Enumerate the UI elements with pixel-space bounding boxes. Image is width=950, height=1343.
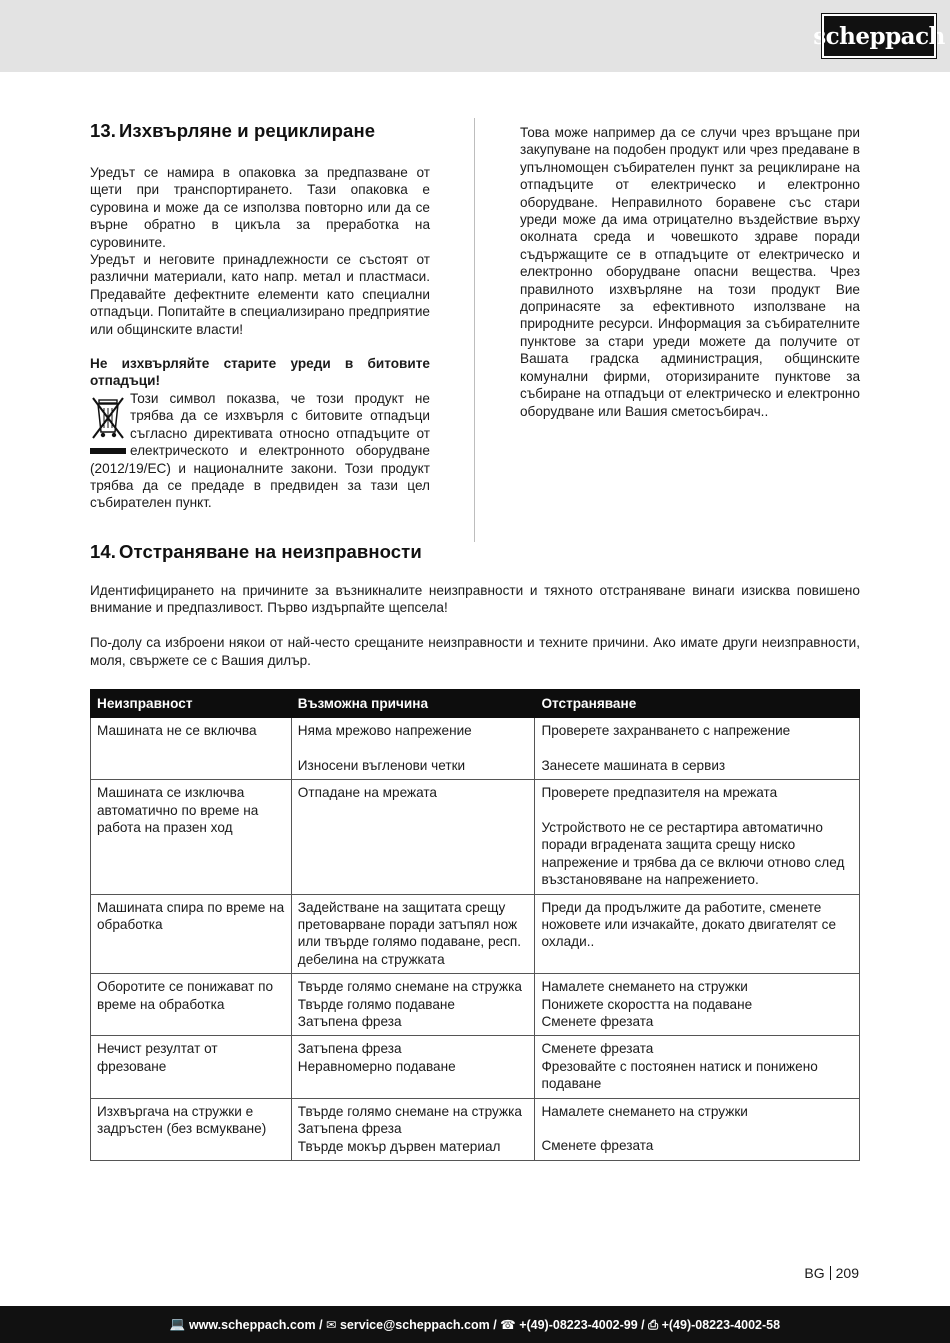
cause-item: Затъпена фреза bbox=[297, 1041, 402, 1057]
table-row bbox=[91, 974, 860, 1036]
packaging-paragraph: Уредът се намира в опаковка за предпазване от щети при транспортирането. Тази опаковка е суровина и може да се използва повторно или да се върне обратно в цикъла за преработка на суровините. bbox=[90, 165, 430, 250]
section-13-right bbox=[520, 124, 860, 420]
troubleshooting-note: По-долу са изброени някои от най-често срещаните неизправности и техните причини. Ако имате други неизправности, моля, свържете се с Вашия дилър. bbox=[90, 635, 860, 668]
cause-cell bbox=[291, 1098, 535, 1160]
fault-cell: Изхвъргача на стружки е задръстен (без всмукване) bbox=[91, 1098, 292, 1160]
cause-cell bbox=[291, 1036, 535, 1098]
table-row bbox=[91, 1098, 860, 1160]
page-separator bbox=[830, 1266, 831, 1280]
cause-item: Износени въгленови четки bbox=[297, 757, 466, 773]
remedy-item: Фрезовайте с постоянен натиск и понижено подаване bbox=[541, 1058, 818, 1092]
remedy-item: Сменете фрезата bbox=[541, 1041, 654, 1057]
remedy-cell bbox=[535, 780, 860, 894]
table-header-row bbox=[91, 690, 860, 718]
header-cause: Възможна причина bbox=[291, 690, 535, 718]
remedy-item: Сменете фрезата bbox=[541, 1014, 654, 1030]
section-14-title: Отстраняване на неизправности bbox=[119, 541, 422, 562]
troubleshooting-table bbox=[90, 689, 860, 1161]
section-14-heading bbox=[90, 541, 422, 563]
cause-item: Няма мрежово напрежение bbox=[297, 723, 472, 738]
remedy-cell bbox=[535, 1098, 860, 1160]
remedy-item: Понижете скоростта на подаване bbox=[541, 996, 753, 1012]
cause-item: Твърде голямо подаване bbox=[297, 996, 455, 1012]
troubleshooting-intro: Идентифицирането на причините за възникналите неизправности и тяхното отстраняване винаги изисква повишено внимание и предпазливост. Първо издърпайте щепсела! bbox=[90, 583, 860, 616]
section-13-heading bbox=[90, 120, 430, 142]
section-13-number: 13. bbox=[90, 120, 117, 141]
cause-item: Твърде голямо снемане на стружка bbox=[297, 1103, 522, 1119]
weee-symbol-text: Този символ показва, че този продукт не трябва да се изхвърля с битовите отпадъци съгласно директивата относно отпадъците от електрическото и електронното оборудване (2012/19/ЕС) и националните закони. Този продукт трябва да се предаде в предвиден за тази цел събирателен пункт. bbox=[90, 390, 430, 511]
remedy-cell bbox=[535, 1036, 860, 1098]
cause-cell bbox=[291, 780, 535, 894]
section-13-title: Изхвърляне и рециклиране bbox=[119, 120, 376, 141]
page-number-block bbox=[804, 1265, 859, 1281]
remedy-cell: Преди да продължите да работите, сменете ножовете или изчакайте, докато двигателят се охлади.. bbox=[535, 894, 860, 974]
crossed-bin-icon bbox=[90, 394, 126, 456]
cause-cell: Задействане на защитата срещу претоварване поради затъпял нож или твърде голямо подаване, респ. дебелина на стружката bbox=[291, 894, 535, 974]
header-bar bbox=[0, 0, 950, 72]
remedy-item: Намалете снемането на стружки bbox=[541, 1103, 748, 1119]
remedy-item: Занесете машината в сервиз bbox=[541, 757, 726, 773]
fault-cell: Машината спира по време на обработка bbox=[91, 894, 292, 974]
table-row bbox=[91, 1036, 860, 1098]
weee-block bbox=[90, 390, 430, 512]
cause-item: Затъпена фреза bbox=[297, 1014, 402, 1030]
remedy-item: Проверете захранването с напрежение bbox=[541, 723, 791, 738]
cause-item: Неравномерно подаване bbox=[297, 1058, 456, 1074]
section-14-number: 14. bbox=[90, 541, 117, 562]
header-remedy: Отстраняване bbox=[535, 690, 860, 718]
fault-cell: Машината не се включва bbox=[91, 718, 292, 780]
footer-bar bbox=[0, 1306, 950, 1343]
computer-icon: 💻 bbox=[169, 1317, 189, 1331]
section-14-body bbox=[90, 582, 860, 669]
header-fault: Неизправност bbox=[91, 690, 292, 718]
table-row bbox=[91, 894, 860, 974]
column-divider bbox=[474, 118, 475, 542]
remedy-cell bbox=[535, 974, 860, 1036]
remedy-item: Проверете предпазителя на мрежата bbox=[541, 785, 778, 801]
remedy-item: Сменете фрезата bbox=[541, 1138, 654, 1154]
materials-paragraph: Уредът и неговите принадлежности се състоят от различни материали, като напр. метал и пластмаси. Предавайте дефектните елементи като специални отпадъци. Попитайте в специализирано предприятие или общинските власти! bbox=[90, 252, 430, 337]
recycling-info-paragraph: Това може например да се случи чрез връщане при закупуване на подобен продукт или чрез предаване в упълномощен събирателен пункт за рециклиране на отпадъците от електрическо и електронно оборудване. Неправилното боравене със стари уреди може да има отрицателно въздействие върху околната среда и човешкото здраве поради съдържащите се в отпадъците от електрическо и електронно оборудване опасни вещества. Чрез правилното изхвърляне на този продукт Вие допринасяте за ефективното използване на природните ресурси. Информация за събирателните пунктове за стари уреди можете да получите от Вашата градска администрация, общинските комунални фирми, оторизираните пунктове за събиране на отпадъци от електрическо и електронно оборудване или Вашия сметосъбирач.. bbox=[520, 125, 860, 419]
remedy-cell bbox=[535, 718, 860, 780]
remedy-item: Устройството не се рестартира автоматично поради вградената защита срещу ниско напрежение и трябва да се включи отново след възстановяване на напрежението. bbox=[541, 820, 845, 888]
cause-item: Отпадане на мрежата bbox=[297, 785, 437, 801]
cause-item: Твърде мокър дървен материал bbox=[297, 1138, 501, 1154]
cause-cell bbox=[291, 718, 535, 780]
section-13-left bbox=[90, 120, 430, 512]
table-row bbox=[91, 718, 860, 780]
cause-item: Затъпена фреза bbox=[297, 1121, 402, 1137]
cause-item: Твърде голямо снемане на стружка bbox=[297, 979, 522, 995]
page-number: 209 bbox=[835, 1265, 859, 1281]
fault-cell: Оборотите се понижават по време на обработка bbox=[91, 974, 292, 1036]
table-row bbox=[91, 780, 860, 894]
language-code: BG bbox=[804, 1265, 825, 1281]
disposal-warning: Не изхвърляйте старите уреди в битовите отпадъци! bbox=[90, 356, 430, 389]
remedy-item: Намалете снемането на стружки bbox=[541, 979, 748, 995]
contact-line: www.scheppach.com / ✉ service@scheppach.com / ☎ +(49)-08223-4002-99 / ⎙ +(49)-08223-4002-58 bbox=[188, 1317, 781, 1332]
fault-cell: Машината се изключва автоматично по време на работа на празен ход bbox=[91, 780, 292, 894]
brand-logo: scheppach bbox=[822, 14, 936, 58]
cause-cell bbox=[291, 974, 535, 1036]
fault-cell: Нечист резултат от фрезоване bbox=[91, 1036, 292, 1098]
